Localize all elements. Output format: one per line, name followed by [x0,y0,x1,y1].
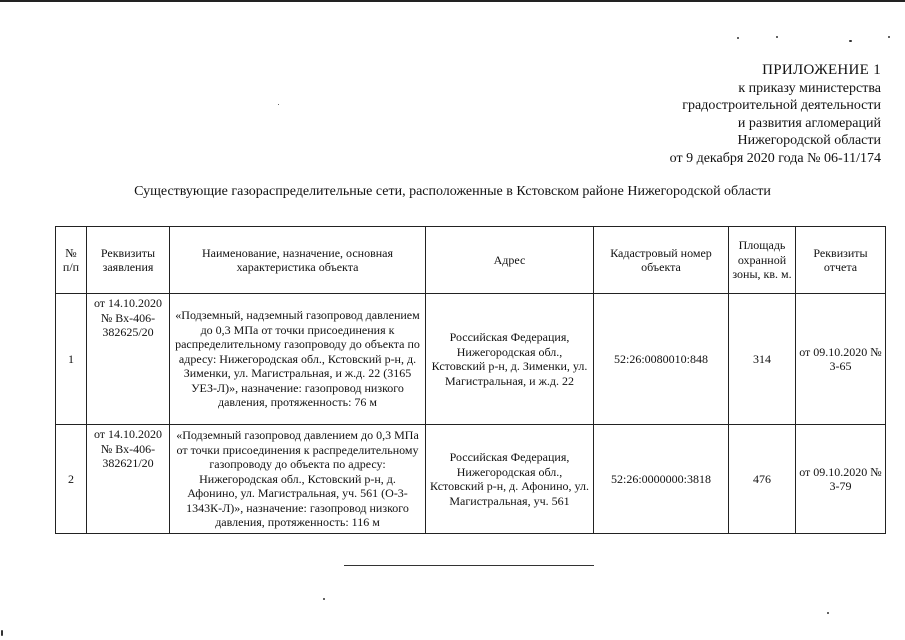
appendix-title: ПРИЛОЖЕНИЕ 1 [762,62,881,78]
appendix-header [670,62,881,167]
cell-application: от 14.10.2020 № Вх-406-382625/20 [87,294,170,425]
cell-application: от 14.10.2020 № Вх-406-382621/20 [87,425,170,534]
header-protected-area: Площадь охранной зоны, кв. м. [729,227,796,294]
cell-cadastral-number: 52:26:0080010:848 [594,294,729,425]
appendix-line: Нижегородской области [737,133,881,148]
top-border-line [0,0,905,2]
header-address: Адрес [426,227,594,294]
gas-networks-table [55,226,886,534]
appendix-line: и развития агломераций [737,115,881,131]
appendix-order-date: от 9 декабря 2020 года № 06-11/174 [669,150,881,166]
cell-cadastral-number: 52:26:0000000:3818 [594,425,729,534]
cell-address: Российская Федерация, Нижегородская обл., Кстовский р-н, д. Афонино, ул. Магистральная, уч. 561 [426,425,594,534]
appendix-line: градостроительной деятельности [682,98,881,113]
scan-speck [323,598,325,600]
cell-protected-area: 314 [729,294,796,425]
scan-speck [827,612,829,614]
cell-number: 1 [56,294,87,425]
cell-protected-area: 476 [729,425,796,534]
appendix-line: к приказу министерства [738,80,881,96]
header-object-name: Наименование, назначение, основная характеристика объекта [170,227,426,294]
cell-object-name: «Подземный газопровод давлением до 0,3 МПа от точки присоединения к распределительному газопроводу до объекта по адресу: Нижегородская обл., Кстовский р-н, д. Афонино, ул. Магистральная, уч. 561 (О-3-1343К-Л)», назначение: газопровод низкого давления, протяженность: 116 м [170,425,426,534]
scan-speck [888,36,890,38]
header-application: Реквизиты заявления [87,227,170,294]
scan-speck [849,40,852,42]
header-report: Реквизиты отчета [796,227,886,294]
cell-number: 2 [56,425,87,534]
footer-divider [344,565,594,566]
header-number: № п/п [56,227,87,294]
table-row [56,425,886,534]
scan-speck [737,37,739,39]
table-header-row [56,227,886,294]
cell-object-name: «Подземный, надземный газопровод давлением до 0,3 МПа от точки присоединения к распределительному газопроводу до объекта по адресу: Нижегородская обл., Кстовский р-н, д. Зименки, ул. Магистральная, и ж.д. 22 (3165 УЕЗ-Л)», назначение: газопровод низкого давления, протяженность: 76 м [170,294,426,425]
scan-speck [278,104,279,105]
table-row [56,294,886,425]
document-title: Существующие газораспределительные сети, расположенные в Кстовском районе Нижегородской области [134,184,771,199]
header-cadastral-number: Кадастровый номер объекта [594,227,729,294]
scan-speck [1,630,3,636]
cell-report: от 09.10.2020 № 3-65 [796,294,886,425]
scan-speck [776,36,778,38]
cell-report: от 09.10.2020 № 3-79 [796,425,886,534]
cell-address: Российская Федерация, Нижегородская обл., Кстовский р-н, д. Зименки, ул. Магистральная, и ж.д. 22 [426,294,594,425]
